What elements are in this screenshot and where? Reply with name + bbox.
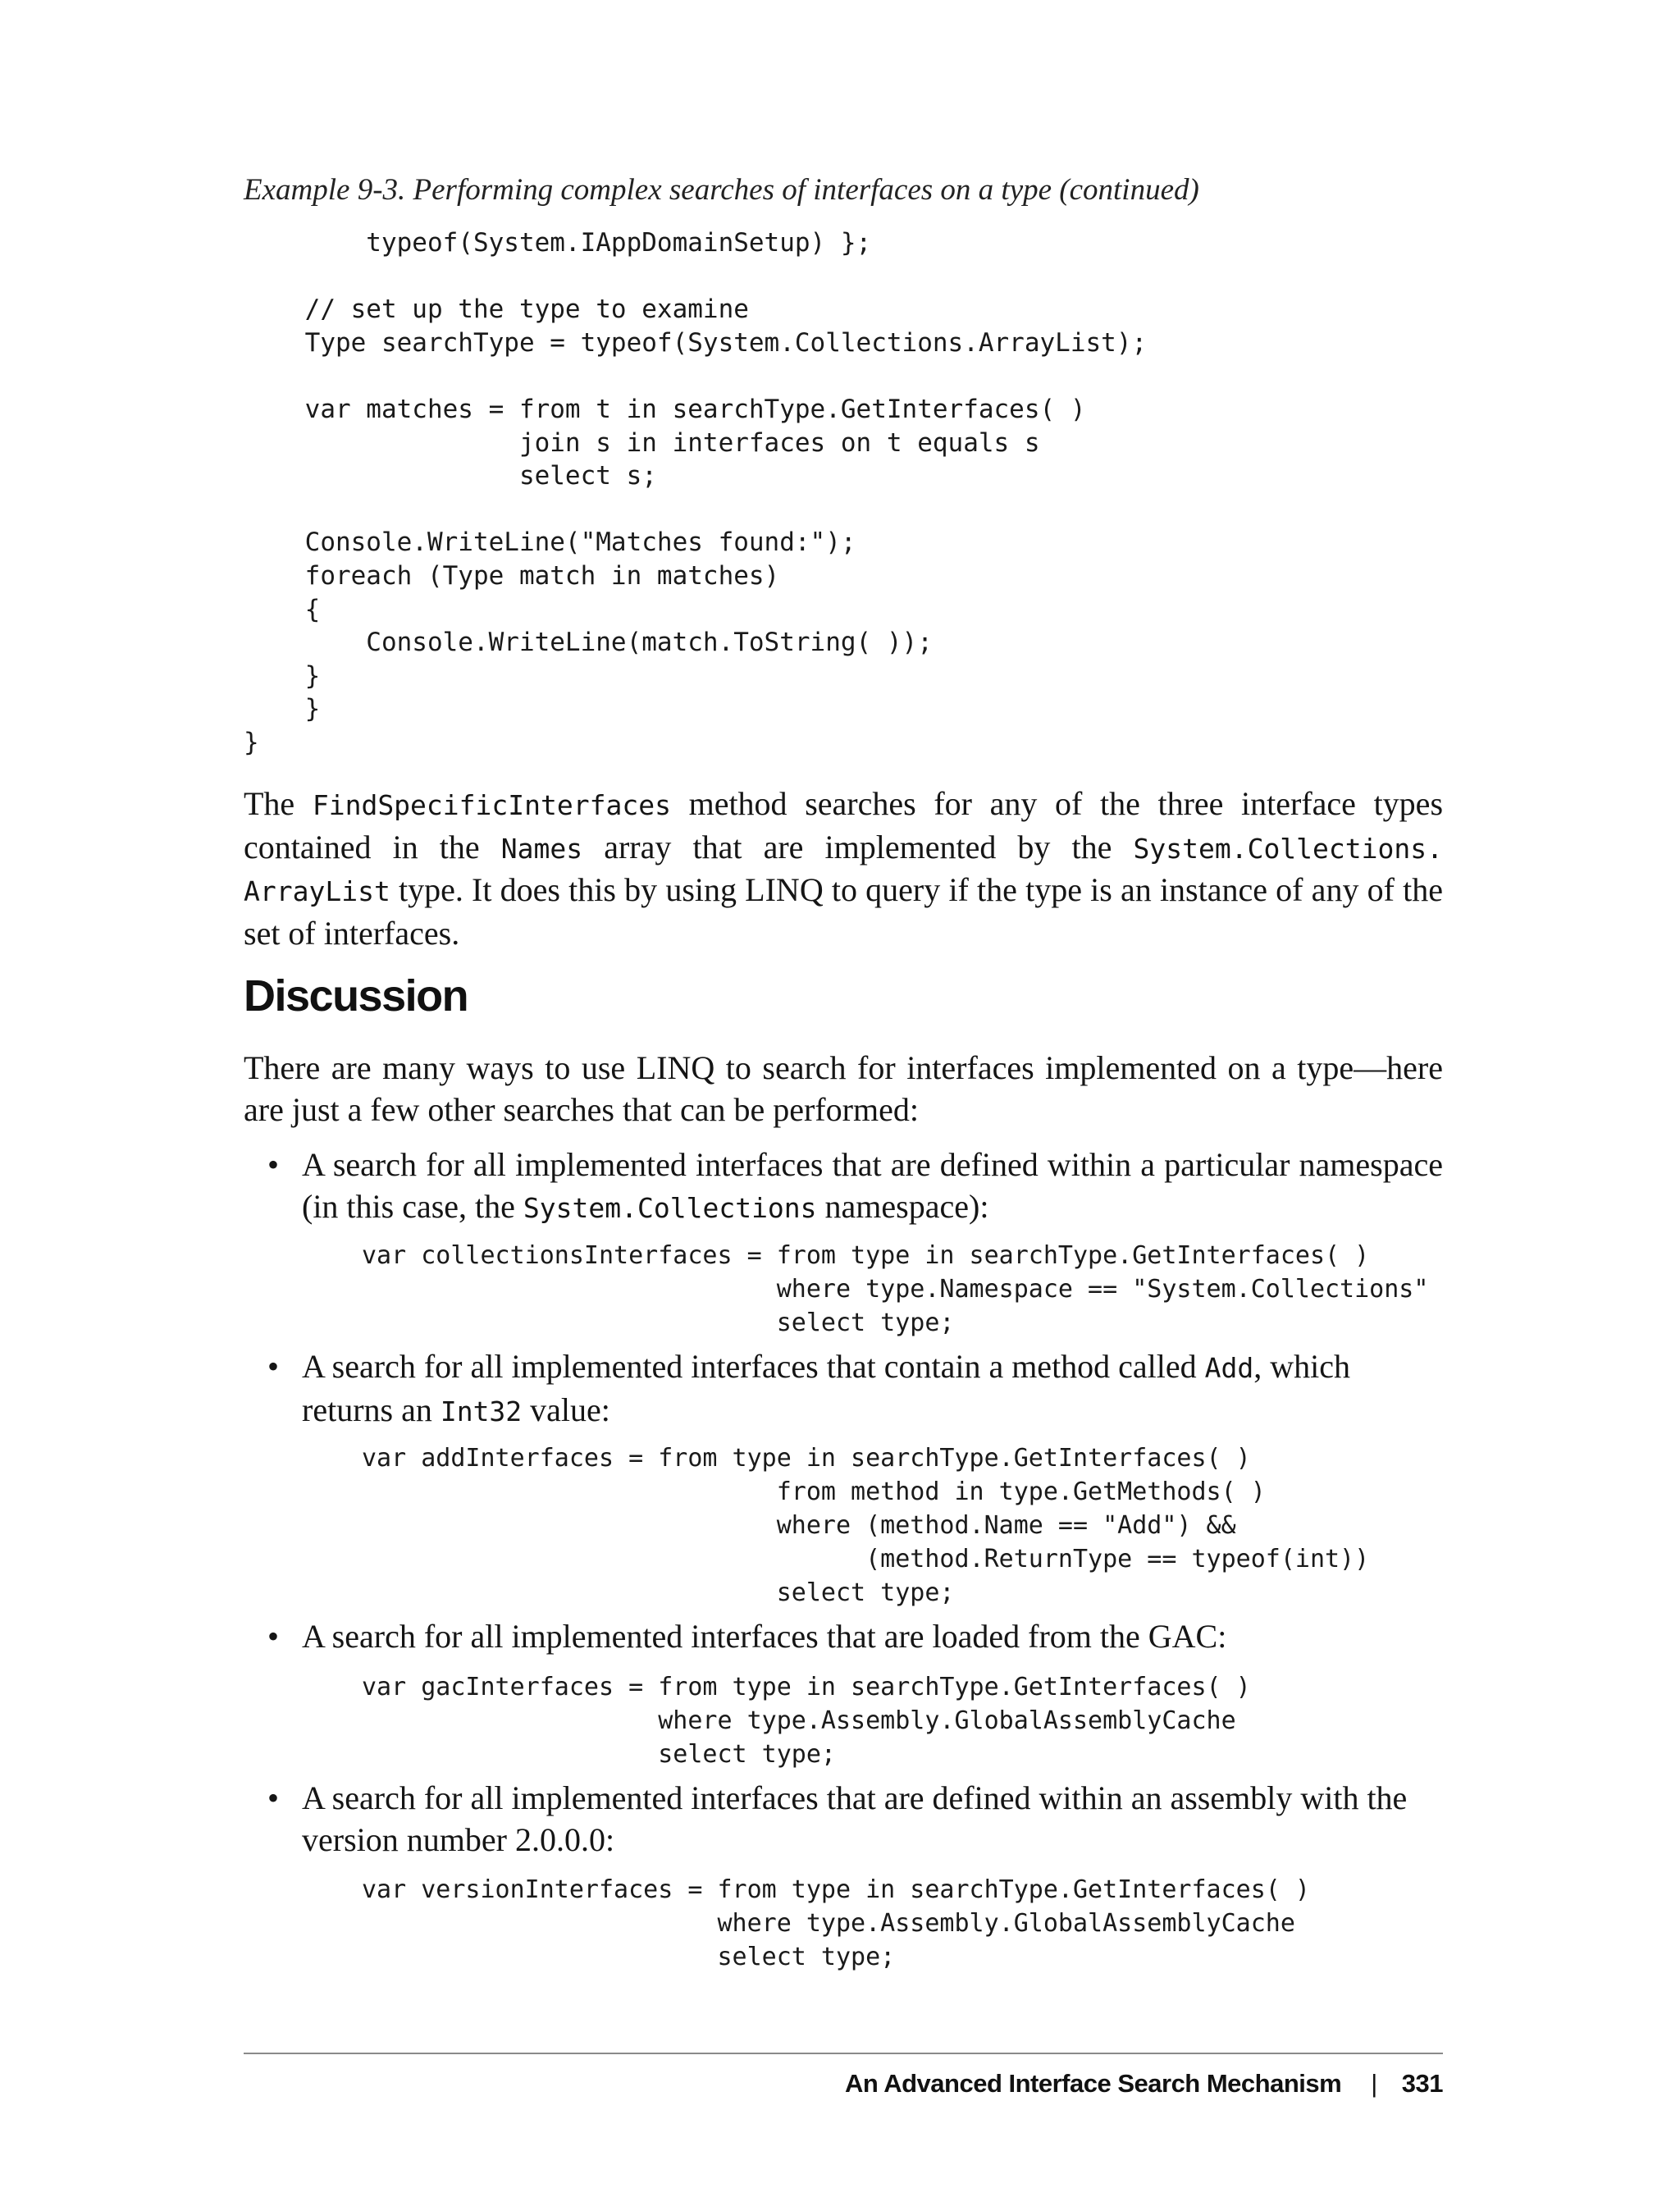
bullet-item-add-method [267, 1346, 1443, 1432]
code-listing-namespace: var collectionsInterfaces = from type in searchType.GetInterfaces( ) where type.Namespace == "System.Collections" select type; [362, 1241, 1429, 1337]
bullet-item-version [267, 1778, 1443, 1861]
code-listing-example: typeof(System.IAppDomainSetup) }; // set up the type to examine Type searchType = typeof(System.Collections.ArrayList); var matches = from t in searchType.GetInterfaces( ) join s in interfaces on t equals s select s; Console.WriteLine("Matches found:"); foreach (Type match in matches) { Console.WriteLine(match.ToString( )); } } } [244, 228, 1148, 757]
inline-code: Int32 [440, 1395, 523, 1427]
footer-divider [244, 2053, 1443, 2054]
inline-code: System.Collections [523, 1191, 817, 1224]
text-run: A search for all implemented interfaces that are defined within an assembly with the version number 2.0.0.0: [302, 1779, 1408, 1858]
bullet-marker: • [267, 1348, 280, 1385]
text-run: A search for all implemented interfaces that are loaded from the GAC: [302, 1618, 1227, 1655]
inline-code: Names [500, 832, 583, 865]
section-heading: Discussion [244, 971, 468, 1021]
page-number: 331 [1401, 2069, 1443, 2098]
text-run: namespace): [816, 1187, 989, 1225]
intro-paragraph [244, 783, 1443, 954]
text-run: A search for all implemented interfaces that contain a method called [302, 1348, 1205, 1385]
code-listing-gac: var gacInterfaces = from type in searchType.GetInterfaces( ) where type.Assembly.GlobalAssemblyCache select type; [362, 1673, 1251, 1769]
inline-code: System.Collections. ArrayList [244, 832, 1443, 907]
inline-code: Add [1204, 1352, 1254, 1384]
text-run: A search for all implemented interfaces that are defined within a particular namespace (in this case, the [302, 1146, 1443, 1225]
text-run: type. It does this by using LINQ to query if the type is an instance of any of the set of interfaces. [244, 871, 1443, 952]
bullet-marker: • [267, 1618, 280, 1655]
text-run: The [244, 785, 313, 822]
code-listing-add-method: var addInterfaces = from type in searchType.GetInterfaces( ) from method in type.GetMethods( ) where (method.Name == "Add") && (method.ReturnType == typeof(int)) select type; [362, 1444, 1370, 1607]
bullet-marker: • [267, 1779, 280, 1816]
code-listing-version: var versionInterfaces = from type in searchType.GetInterfaces( ) where type.Assembly.GlobalAssemblyCache select type; [362, 1875, 1310, 1971]
running-title: An Advanced Interface Search Mechanism [844, 2069, 1342, 2098]
example-caption: Example 9-3. Performing complex searches of interfaces on a type (continued) [244, 173, 1199, 207]
text-run: method searches for any of the three interface types contained in the [244, 785, 1444, 866]
inline-code: FindSpecificInterfaces [312, 789, 671, 821]
discussion-paragraph: There are many ways to use LINQ to search for interfaces implemented on a type—here are just a few other searches that can be performed: [244, 1049, 1443, 1128]
text-run: , which returns an [302, 1348, 1351, 1428]
text-run: array that are implemented by the [582, 828, 1134, 866]
page-footer [845, 2066, 1443, 2102]
text-run: value: [522, 1391, 610, 1428]
bullet-item-namespace [267, 1144, 1443, 1229]
bullet-marker: • [267, 1146, 280, 1183]
footer-separator: | [1371, 2069, 1377, 2098]
bullet-item-gac [267, 1616, 1443, 1658]
